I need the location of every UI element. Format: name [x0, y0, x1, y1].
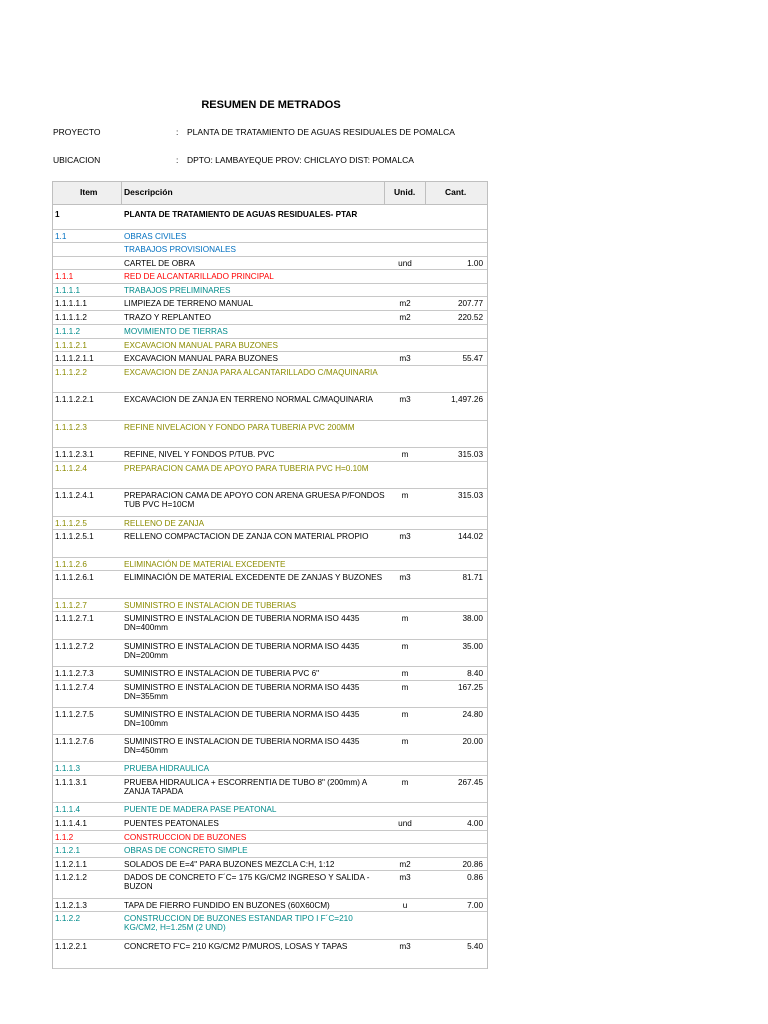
row-description: SUMINISTRO E INSTALACION DE TUBERIA NORMA ISO 4435 DN=450mm [124, 737, 360, 755]
row-description: EXCAVACION MANUAL PARA BUZONES [124, 354, 278, 363]
row-item: 1.1.1.2.5 [55, 519, 87, 528]
row-item: 1.1.1.2.6 [55, 560, 87, 569]
row-description: LIMPIEZA DE TERRENO MANUAL [124, 299, 254, 308]
header-cant: Cant. [445, 187, 467, 197]
table-row [53, 421, 487, 448]
row-item: 1.1.1.1 [55, 286, 81, 295]
table-row [53, 612, 487, 640]
row-item: 1.1.1.2.3 [55, 423, 87, 432]
row-item: 1.1.1.2.3.1 [55, 450, 94, 459]
row-unit: u [402, 901, 408, 910]
row-description: OBRAS DE CONCRETO SIMPLE [124, 846, 248, 855]
table-row [53, 243, 487, 257]
proyecto-label: PROYECTO [53, 127, 101, 137]
table-row [53, 803, 487, 817]
table-row [53, 339, 487, 352]
row-description: MOVIMIENTO DE TIERRAS [124, 327, 228, 336]
row-unit: m3 [399, 532, 411, 541]
table-row [53, 776, 487, 803]
row-description: PREPARACION CAMA DE APOYO CON ARENA GRUESA P/FONDOS TUB PVC H=10CM [124, 491, 385, 509]
row-quantity: 315.03 [457, 491, 483, 500]
row-quantity: 81.71 [462, 573, 483, 582]
row-description: SUMINISTRO E INSTALACION DE TUBERIA NORMA ISO 4435 DN=200mm [124, 642, 360, 660]
row-description: OBRAS CIVILES [124, 232, 187, 241]
table-row [53, 462, 487, 489]
ubicacion-separator: : [176, 155, 179, 165]
table-row [53, 708, 487, 735]
row-description: TRAZO Y REPLANTEO [124, 313, 212, 322]
table-row [53, 899, 487, 912]
row-item: 1.1.1.2.4 [55, 464, 87, 473]
table-row [53, 940, 487, 969]
table-row [53, 257, 487, 270]
row-description: SUMINISTRO E INSTALACION DE TUBERIA NORMA ISO 4435 DN=100mm [124, 710, 360, 728]
row-unit: m [401, 450, 409, 459]
row-item: 1.1.1.2.7.6 [55, 737, 94, 746]
table-row [53, 366, 487, 393]
table-row [53, 735, 487, 762]
row-unit: und [398, 819, 412, 828]
row-unit: m [401, 683, 409, 692]
row-item: 1.1.1.2.7.4 [55, 683, 94, 692]
header-item: Item [80, 187, 98, 197]
row-unit: m [401, 614, 409, 623]
row-item: 1.1.1.4 [55, 805, 81, 814]
row-quantity: 4.00 [467, 819, 483, 828]
row-unit: m2 [399, 860, 411, 869]
row-item: 1 [55, 210, 60, 219]
row-unit: m3 [399, 942, 411, 951]
row-description: REFINE NIVELACION Y FONDO PARA TUBERIA PVC 200MM [124, 423, 355, 432]
table-row [53, 284, 487, 297]
document-title: RESUMEN DE METRADOS [201, 99, 341, 111]
row-description: EXCAVACION MANUAL PARA BUZONES [124, 341, 278, 350]
row-description: RELLENO DE ZANJA [124, 519, 205, 528]
row-item: 1.1.1.4.1 [55, 819, 87, 828]
row-unit: m3 [399, 354, 411, 363]
ubicacion-label: UBICACION [53, 155, 101, 165]
table-row [53, 530, 487, 558]
row-unit: m2 [399, 299, 411, 308]
row-description: SUMINISTRO E INSTALACION DE TUBERIA NORMA ISO 4435 DN=400mm [124, 614, 360, 632]
row-description: TAPA DE FIERRO FUNDIDO EN BUZONES (60X60CM) [124, 901, 330, 910]
table-row [53, 352, 487, 366]
row-quantity: 167.25 [457, 683, 483, 692]
table-row [53, 571, 487, 599]
row-quantity: 55.47 [462, 354, 483, 363]
proyecto-value: PLANTA DE TRATAMIENTO DE AGUAS RESIDUALES DE POMALCA [187, 127, 455, 137]
row-item: 1.1.1.2 [55, 327, 81, 336]
row-item: 1.1.1.2.5.1 [55, 532, 94, 541]
row-description: CONSTRUCCION DE BUZONES [124, 833, 247, 842]
row-unit: m [401, 710, 409, 719]
row-quantity: 207.77 [457, 299, 483, 308]
row-quantity: 7.00 [467, 901, 483, 910]
row-description: RELLENO COMPACTACION DE ZANJA CON MATERIAL PROPIO [124, 532, 369, 541]
row-description: PLANTA DE TRATAMIENTO DE AGUAS RESIDUALES- PTAR [124, 210, 358, 219]
row-description: SUMINISTRO E INSTALACION DE TUBERIA NORMA ISO 4435 DN=355mm [124, 683, 360, 701]
row-description: REFINE, NIVEL Y FONDOS P/TUB. PVC [124, 450, 275, 459]
row-quantity: 35.00 [462, 642, 483, 651]
table-row [53, 517, 487, 530]
row-item: 1.1.2.1.2 [55, 873, 87, 882]
table-row [53, 297, 487, 311]
row-quantity: 20.00 [462, 737, 483, 746]
proyecto-separator: : [176, 127, 179, 137]
row-quantity: 5.40 [467, 942, 483, 951]
table-row [53, 558, 487, 571]
row-description: PUENTES PEATONALES [124, 819, 219, 828]
row-description: CARTEL DE OBRA [124, 259, 195, 268]
row-quantity: 267.45 [457, 778, 483, 787]
table-row [53, 489, 487, 517]
row-description: PUENTE DE MADERA PASE PEATONAL [124, 805, 277, 814]
row-description: TRABAJOS PROVISIONALES [124, 245, 236, 254]
row-quantity: 0.86 [467, 873, 483, 882]
row-item: 1.1.2.2.1 [55, 942, 87, 951]
table-row [53, 831, 487, 844]
row-item: 1.1.2.2 [55, 914, 81, 923]
row-quantity: 144.02 [457, 532, 483, 541]
row-unit: m3 [399, 573, 411, 582]
row-item: 1.1.1.3 [55, 764, 81, 773]
row-item: 1.1.1.2.7 [55, 601, 87, 610]
row-item: 1.1.1.2.6.1 [55, 573, 94, 582]
row-quantity: 220.52 [457, 313, 483, 322]
row-item: 1.1.1 [55, 272, 74, 281]
row-unit: m [401, 669, 409, 678]
table-row [53, 640, 487, 667]
row-item: 1.1.1.2.1.1 [55, 354, 94, 363]
row-item: 1.1.1.1.1 [55, 299, 87, 308]
row-item: 1.1.2 [55, 833, 74, 842]
row-description: SOLADOS DE E=4" PARA BUZONES MEZCLA C:H, 1:12 [124, 860, 335, 869]
row-description: PRUEBA HIDRAULICA [124, 764, 210, 773]
table-row [53, 844, 487, 858]
row-description: CONSTRUCCION DE BUZONES ESTANDAR TIPO I F´C=210 KG/CM2, H=1.25M (2 UND) [124, 914, 353, 932]
row-unit: m [401, 778, 409, 787]
row-item: 1.1.1.1.2 [55, 313, 87, 322]
row-description: DADOS DE CONCRETO F´C= 175 KG/CM2 INGRESO Y SALIDA - BUZON [124, 873, 370, 891]
row-item: 1.1.1.2.4.1 [55, 491, 94, 500]
row-unit: m [401, 491, 409, 500]
metrados-table [52, 181, 488, 969]
row-quantity: 38.00 [462, 614, 483, 623]
row-quantity: 315.03 [457, 450, 483, 459]
ubicacion-value: DPTO: LAMBAYEQUE PROV: CHICLAYO DIST: POMALCA [187, 155, 414, 165]
row-unit: m3 [399, 873, 411, 882]
table-row [53, 448, 487, 462]
header-descripcion: Descripción [124, 187, 173, 197]
row-description: CONCRETO F'C= 210 KG/CM2 P/MUROS, LOSAS Y TAPAS [124, 942, 348, 951]
row-item: 1.1.1.2.7.1 [55, 614, 94, 623]
row-description: EXCAVACION DE ZANJA PARA ALCANTARILLADO C/MAQUINARIA [124, 368, 378, 377]
row-unit: und [398, 259, 412, 268]
table-row [53, 912, 487, 940]
table-header [53, 181, 487, 205]
row-description: EXCAVACION DE ZANJA EN TERRENO NORMAL C/MAQUINARIA [124, 395, 373, 404]
row-description: SUMINISTRO E INSTALACION DE TUBERIA PVC 6" [124, 669, 320, 678]
table-row [53, 203, 487, 230]
row-item: 1.1.1.2.7.5 [55, 710, 94, 719]
table-row [53, 871, 487, 899]
row-description: PREPARACION CAMA DE APOYO PARA TUBERIA PVC H=0.10M [124, 464, 369, 473]
row-unit: m3 [399, 395, 411, 404]
row-unit: m [401, 642, 409, 651]
row-quantity: 24.80 [462, 710, 483, 719]
table-row [53, 270, 487, 284]
row-quantity: 20.86 [462, 860, 483, 869]
table-row [53, 325, 487, 339]
row-item: 1.1 [55, 232, 67, 241]
table-row [53, 762, 487, 776]
table-row [53, 311, 487, 325]
row-item: 1.1.1.2.7.2 [55, 642, 94, 651]
row-item: 1.1.1.3.1 [55, 778, 87, 787]
row-item: 1.1.1.2.1 [55, 341, 87, 350]
row-item: 1.1.1.2.2 [55, 368, 87, 377]
row-item: 1.1.1.2.7.3 [55, 669, 94, 678]
row-item: 1.1.2.1.3 [55, 901, 87, 910]
row-item: 1.1.2.1 [55, 846, 81, 855]
row-quantity: 1.00 [467, 259, 483, 268]
row-description: RED DE ALCANTARILLADO PRINCIPAL [124, 272, 274, 281]
row-quantity: 8.40 [467, 669, 483, 678]
row-description: PRUEBA HIDRAULICA + ESCORRENTIA DE TUBO 8" (200mm) A ZANJA TAPADA [124, 778, 367, 796]
row-description: SUMINISTRO E INSTALACION DE TUBERIAS [124, 601, 297, 610]
row-description: ELIMINACIÓN DE MATERIAL EXCEDENTE DE ZANJAS Y BUZONES [124, 573, 383, 582]
row-item: 1.1.1.2.2.1 [55, 395, 94, 404]
header-unid: Unid. [394, 187, 416, 197]
table-row [53, 817, 487, 831]
table-row [53, 230, 487, 243]
table-row [53, 681, 487, 708]
row-item: 1.1.2.1.1 [55, 860, 87, 869]
row-unit: m [401, 737, 409, 746]
row-unit: m2 [399, 313, 411, 322]
table-row [53, 858, 487, 871]
table-row [53, 599, 487, 612]
row-quantity: 1,497.26 [451, 395, 483, 404]
row-description: TRABAJOS PRELIMINARES [124, 286, 231, 295]
row-description: ELIMINACIÓN DE MATERIAL EXCEDENTE [124, 560, 286, 569]
table-row [53, 667, 487, 681]
table-row [53, 393, 487, 421]
